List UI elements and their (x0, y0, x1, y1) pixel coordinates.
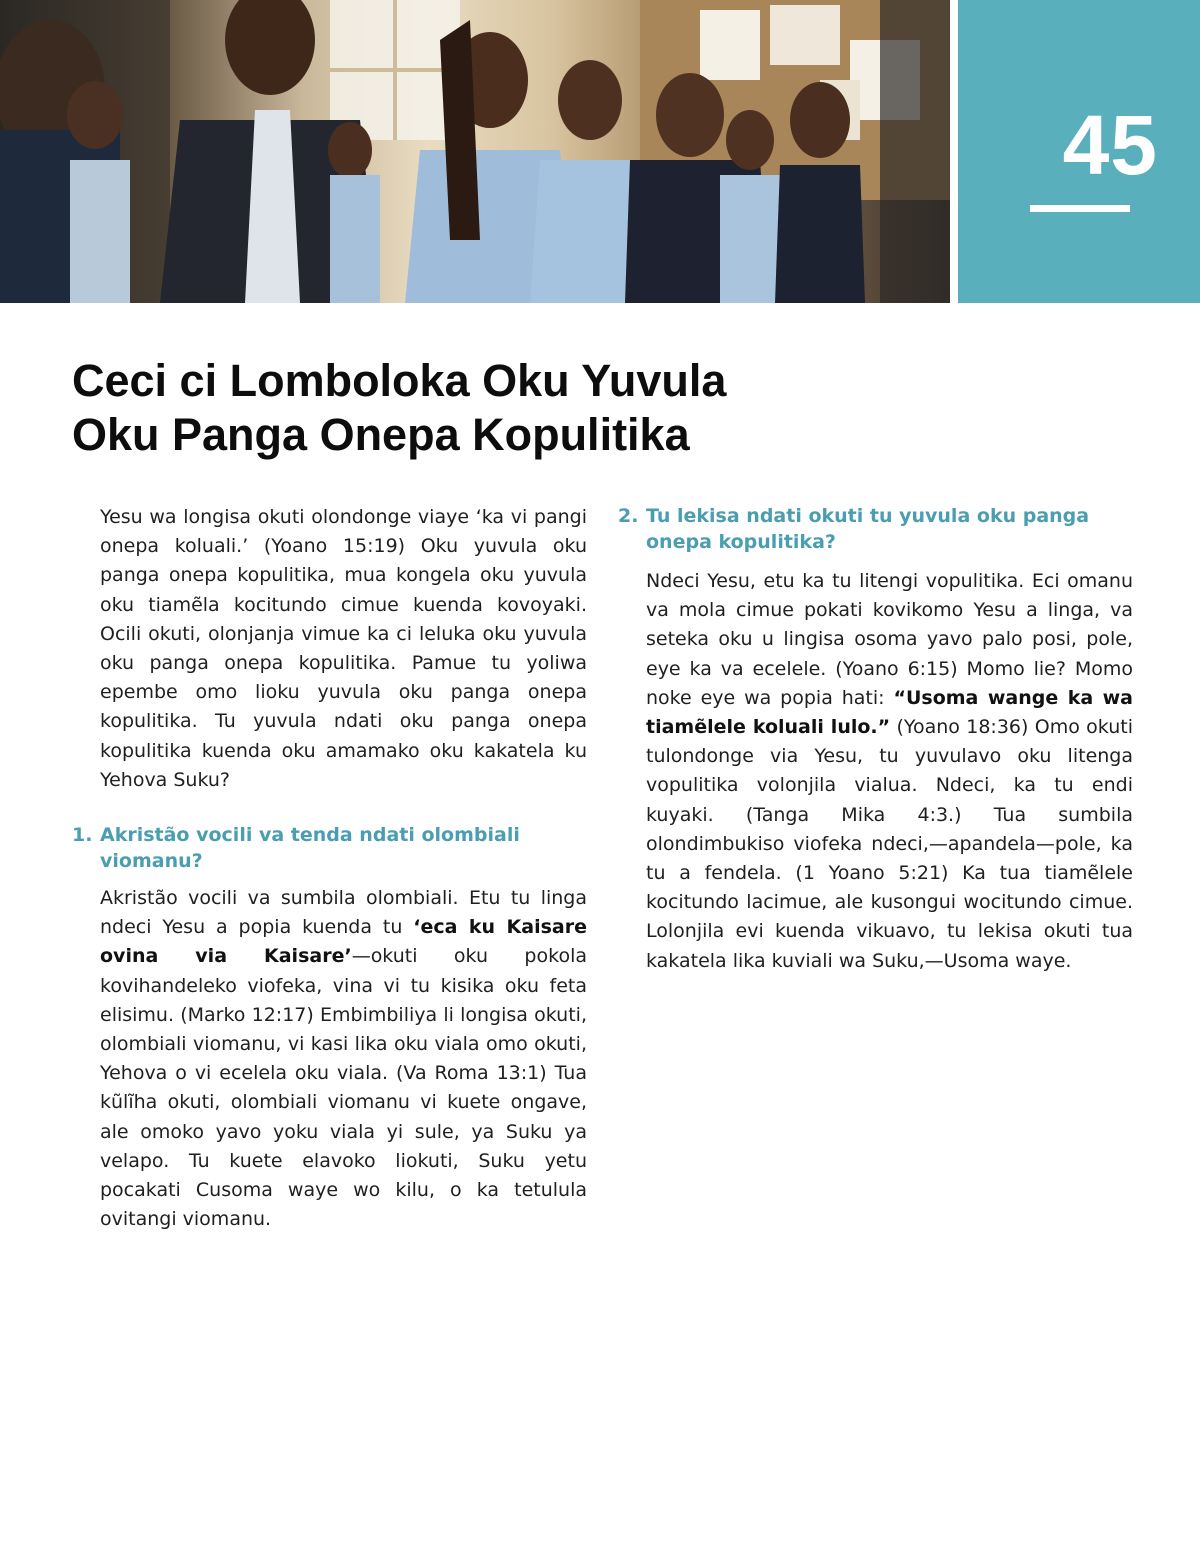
answer-2-text-end: (Yoano 18:36) Omo okuti tulondonge via Yesu, tu yuvulavo oku litenga vopulitika volonjila vialua. Ndeci, ka tu endi kuyaki. (Tanga Mika 4:3.) Tua sumbila olondimbukiso viofeka ndeci,—apandela—pole, ka tu a fendela. (1 Yoano 5:21) Ka tua tiamẽlele kocitundo lacimue, ale kusongui wocitundo cimue. Lolonjila evi kuenda vikuavo, tu lekisa okuti tua kakatela lika kuviali wa Suku,—Usoma waye. (646, 716, 1133, 972)
question-2-number: 2. (618, 505, 639, 527)
answer-1-text-end: —okuti oku pokola kovihandeleko viofeka, vina vi tu kisika oku feta elisimu. (Marko 12:17) Embimbiliya li longisa okuti, olombiali viomanu, vi kasi lika oku viala omo okuti, Yehova o vi ecelela oku viala. (Va Roma 13:1) Tua kũlĩha okuti, olombiali viomanu vi kuete ongave, ale omoko yavo yoku viala yi sule, ya Suku ya velapo. Tu kuete elavoko liokuti, Suku yetu pocakati Cusoma waye wo kilu, o ka tetulula ovitangi viomanu. (100, 945, 587, 1231)
question-1-number: 1. (72, 824, 93, 847)
page-title (72, 354, 972, 462)
question-1-text: Akristão vocili va tenda ndati olombiali viomanu? (100, 824, 520, 873)
title-line-2: Oku Panga Onepa Kopulitika (72, 409, 690, 460)
answer-2-text-start: Ndeci Yesu, etu ka tu litengi vopulitika. Eci omanu va mola cimue pokati kovikomo Yesu a linga, va seteka oku u lingisa osoma yavo palo posi, pole, eye ka va ecelele. (Yoano 6:15) Momo lie? Momo noke eye wa popia hati: (646, 570, 1133, 709)
lesson-number: 45 (1062, 98, 1158, 192)
intro-paragraph: Yesu wa longisa okuti olondonge viaye ‘ka vi pangi onepa koluali.’ (Yoano 15:19) Oku yuvula oku panga onepa kopulitika, mua kongela oku yuvula oku tiamẽla kocitundo cimue kuenda kovoyaki. Ocili okuti, olonjanja vimue ka ci leluka oku yuvula oku panga onepa kopulitika. Pamue tu yoliwa epembe omo lioku yuvula oku panga onepa kopulitika. Tu yuvula ndati oku panga onepa kopulitika kuenda oku amamako oku kakatela ku Yehova Suku? (100, 506, 587, 791)
question-2-heading (618, 503, 1133, 555)
left-column (72, 503, 587, 1234)
question-1-heading (72, 822, 587, 874)
answer-2-paragraph (646, 567, 1133, 976)
right-column (618, 503, 1134, 976)
answer-2-bold-quote: “Usoma wange ka wa tiamẽlele koluali lulo.” (646, 686, 1134, 739)
lesson-number-box (958, 0, 1200, 303)
lesson-number-underline (1030, 205, 1130, 212)
hero-photo (0, 0, 950, 303)
classroom-illustration (0, 0, 950, 303)
answer-1-text-start: Akristão vocili va sumbila olombiali. Etu tu linga ndeci Yesu a popia kuenda tu (100, 887, 587, 939)
answer-1-bold-quote: ‘eca ku Kaisare ovina via Kaisare’ (100, 916, 587, 968)
answer-1-paragraph (100, 884, 587, 1234)
title-line-1: Ceci ci Lomboloka Oku Yuvula (72, 355, 727, 406)
question-2-text: Tu lekisa ndati okuti tu yuvula oku panga onepa kopulitika? (646, 505, 1090, 553)
